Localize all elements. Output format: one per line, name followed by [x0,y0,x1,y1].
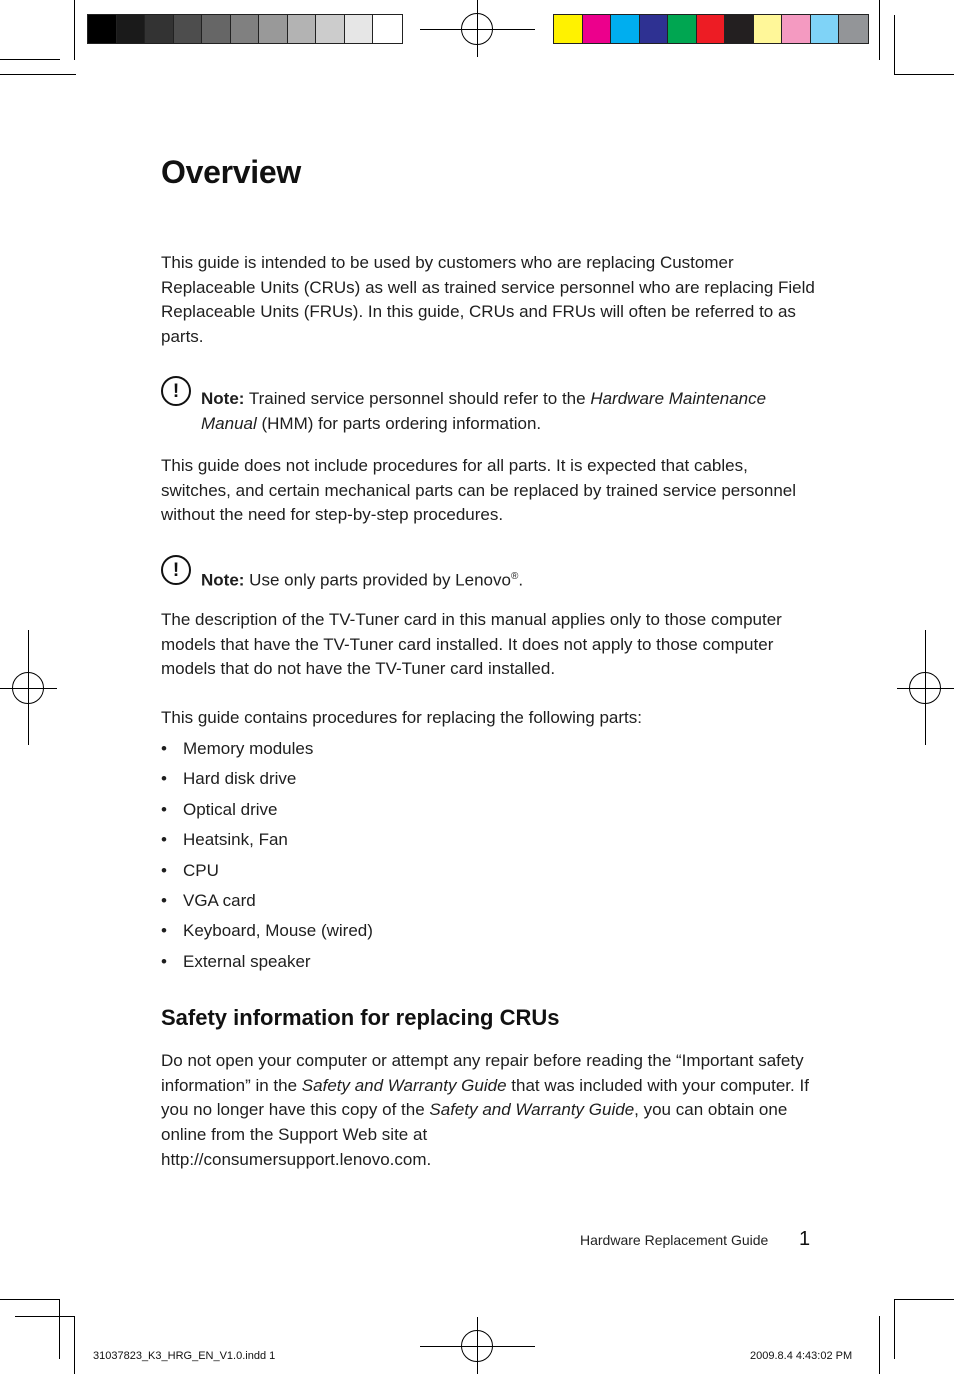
crop-mark [879,1316,880,1374]
crop-mark [894,74,954,75]
color-swatch [88,15,117,43]
color-swatch [668,15,697,43]
registration-mark [12,672,44,704]
list-item: • VGA card [161,889,373,919]
safety-paragraph: Do not open your computer or attempt any repair before reading the “Important safety information” in the Safety and Warranty Guide that was included with your computer. If you no longer have this copy of the Safety and Warranty Guide, you can obtain one online from the Support Web site at http://consumersupport.lenovo.com. [161,1051,809,1169]
manual-title: Hardware Maintenance Manual [201,389,767,433]
running-footer: Hardware Replacement Guide [580,1232,769,1248]
support-url[interactable]: http://consumersupport.lenovo.com. [161,1149,432,1169]
warning-icon: ! [161,376,191,406]
page-number: 1 [799,1228,811,1250]
color-swatch [554,15,583,43]
guide-title: Safety and Warranty Guide [429,1100,635,1120]
color-swatch [725,15,754,43]
color-swatch [373,15,402,43]
crop-mark [894,1299,895,1359]
color-swatch [202,15,231,43]
crop-mark [894,1299,954,1300]
registration-mark [461,1330,493,1362]
crop-mark [0,1299,60,1300]
crop-mark [0,59,60,60]
color-swatch [174,15,203,43]
color-swatch [839,15,868,43]
tv-tuner-paragraph: The description of the TV-Tuner card in this manual applies only to those computer models that have the TV-Tuner card installed. It does not apply to those computer models that do not have the TV-Tuner card installed. [161,610,782,679]
color-bar [553,14,869,44]
list-item: • Keyboard, Mouse (wired) [161,919,373,949]
list-item: • Hard disk drive [161,767,373,797]
warning-icon: ! [161,555,191,585]
registration-mark [461,13,493,45]
grayscale-bar [87,14,403,44]
color-swatch [259,15,288,43]
color-swatch [754,15,783,43]
registered-mark: ® [510,571,519,582]
slug-timestamp: 2009.8.4 4:43:02 PM [750,1350,853,1362]
crop-mark [74,1316,75,1374]
color-swatch [697,15,726,43]
crop-mark [15,1316,75,1317]
guide-title: Safety and Warranty Guide [301,1075,507,1095]
color-swatch [145,15,174,43]
color-swatch [782,15,811,43]
color-swatch [583,15,612,43]
crop-mark [894,15,895,75]
intro-paragraph: This guide is intended to be used by customers who are replacing Customer Replaceable Units (CRUs) as well as trained service personnel who are replacing Field Replaceable Units (FRUs). In this guide, CRUs and FRUs will often be referred to as parts. [161,253,815,347]
crop-mark [74,0,75,60]
list-item: • External speaker [161,950,373,980]
procedures-paragraph: This guide does not include procedures for all parts. It is expected that cables, switches, and certain mechanical parts can be replaced by trained service personnel without the need for step-by-step procedures. [161,456,797,525]
color-swatch [345,15,374,43]
list-item: • Heatsink, Fan [161,828,373,858]
color-swatch [117,15,146,43]
parts-list [161,737,373,980]
color-swatch [640,15,669,43]
color-swatch [288,15,317,43]
list-item: • Optical drive [161,798,373,828]
slug-filename: 31037823_K3_HRG_EN_V1.0.indd 1 [93,1350,276,1362]
color-swatch [611,15,640,43]
crop-mark [0,74,76,75]
crop-mark [879,0,880,60]
color-swatch [316,15,345,43]
page-title: Overview [161,154,301,190]
note-lenovo-parts: ! Note: Use only parts provided by Lenovo®. [161,555,821,593]
section-heading: Safety information for replacing CRUs [161,1005,560,1030]
color-swatch [811,15,840,43]
note-hmm: ! Note: Trained service personnel should refer to the Hardware Maintenance Manual (HMM) for parts ordering information. [161,376,821,436]
crop-mark [59,1299,60,1359]
list-item: • CPU [161,859,373,889]
list-item: • Memory modules [161,737,373,767]
parts-intro: This guide contains procedures for replacing the following parts: [161,708,642,727]
note-label: Note: [201,570,245,590]
color-swatch [231,15,260,43]
note-label: Note: [201,389,245,408]
registration-mark [909,672,941,704]
